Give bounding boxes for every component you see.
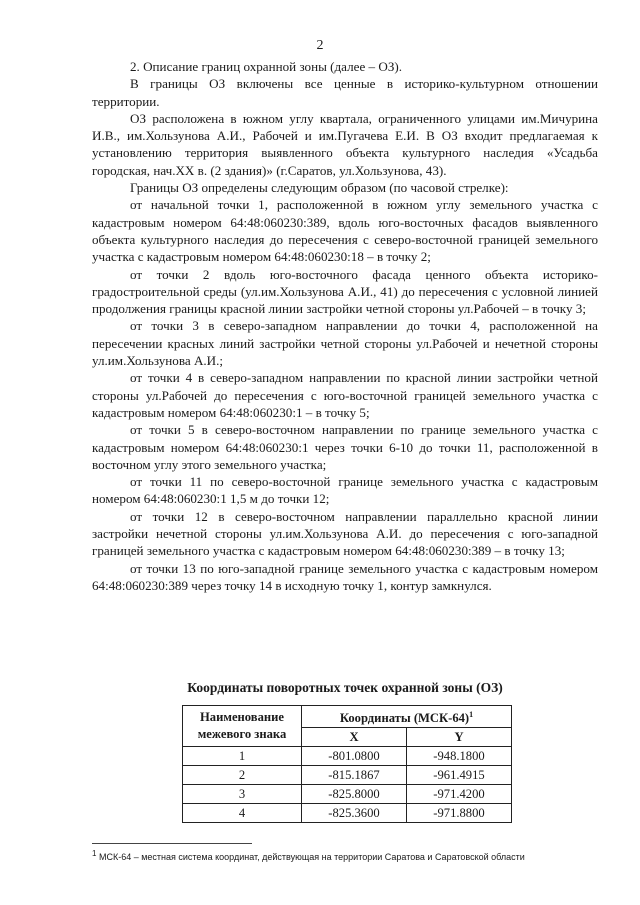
table-row [183, 785, 512, 804]
cell-x: -801.0800 [302, 747, 407, 766]
boundary-step: от точки 3 в северо-западном направлении до точки 4, расположенной на пересечении красных линий застройки четной стороны ул.Рабочей и нечетной стороны ул.им.Хользунова А.И.; [92, 318, 598, 369]
table-title: Координаты поворотных точек охранной зоны (ОЗ) [187, 680, 503, 695]
header-coordinates-label: Координаты (МСК-64) [339, 711, 470, 726]
header-y: Y [407, 728, 512, 747]
boundary-step: от точки 5 в северо-восточном направлении по границе земельного участка с кадастровым номером 64:48:060230:1 через точки 6-10 до точки 11, расположенной в восточном углу этого земельного участка; [92, 422, 598, 472]
cell-x: -825.3600 [302, 804, 407, 823]
document-body [92, 58, 598, 594]
cell-name: 1 [183, 747, 302, 766]
cell-x: -825.8000 [302, 785, 407, 804]
boundary-step: от точки 13 по юго-западной границе земельного участка с кадастровым номером 64:48:060230:389 через точку 14 в исходную точку 1, контур замкнулся. [92, 560, 598, 593]
cell-name: 2 [183, 766, 302, 785]
cell-y: -971.4200 [407, 785, 512, 804]
cell-name: 3 [183, 785, 302, 804]
coordinates-table [182, 705, 512, 823]
header-x: X [302, 728, 407, 747]
footnote-divider [92, 843, 252, 844]
boundary-step: от точки 4 в северо-западном направлении по красной линии застройки четной стороны ул.Рабочей до пересечения с юго-восточной границей земельного участка с кадастровым номером 64:48:060230:1 – в точку 5; [92, 370, 598, 420]
boundary-step: от начальной точки 1, расположенной в южном углу земельного участка с кадастровым номером 64:48:060230:389, вдоль юго-восточных фасадов выявленного объекта культурного наследия до пересечения с северо-восточной границей земельного участка с кадастровым номером 64:48:060230:18 – в точку 2; [92, 197, 598, 265]
cell-y: -971.8800 [407, 804, 512, 823]
section-heading: 2. Описание границ охранной зоны (далее – ОЗ). [130, 59, 403, 74]
footnote-mark: 1 [92, 849, 97, 858]
cell-y: -961.4915 [407, 766, 512, 785]
table-header-row [183, 706, 512, 728]
boundary-step: от точки 12 в северо-восточном направлении параллельно красной линии застройки нечетной стороны ул.им.Хользунова А.И. до пересечения с юго-западной границей земельного участка с кадастровым номером 64:48:060230:389 – в точку 13; [92, 508, 598, 559]
cell-x: -815.1867 [302, 766, 407, 785]
footnote-reference: 1 [469, 710, 474, 719]
footnote [92, 848, 632, 863]
table-row [183, 804, 512, 823]
header-coordinates [302, 706, 512, 728]
header-marker-name: Наименование межевого знака [183, 706, 302, 747]
paragraph: В границы ОЗ включены все ценные в историко-культурном отношении территории. [92, 76, 598, 109]
footnote-text: МСК-64 – местная система координат, действующая на территории Саратова и Саратовской области [96, 852, 525, 862]
cell-y: -948.1800 [407, 747, 512, 766]
boundary-step: от точки 2 вдоль юго-восточного фасада ценного объекта историко-градостроительной среды (ул.им.Хользунова А.И., 41) до пересечения с условной линией продолжения границы красной линии застройки четной стороны ул.Рабочей – в точку 3; [92, 266, 598, 317]
table-row [183, 747, 512, 766]
cell-name: 4 [183, 804, 302, 823]
table-row [183, 766, 512, 785]
paragraph: ОЗ расположена в южном углу квартала, ограниченного улицами им.Мичурина И.В., им.Хользунова А.И., Рабочей и им.Пугачева Е.И. В ОЗ входит предлагаемая к установлению территория выявленного объекта культурного наследия «Усадьба городская, нач.XX в. (2 здания)» (г.Саратов, ул.Хользунова, 43). [92, 110, 598, 178]
page-number: 2 [316, 38, 324, 53]
boundary-step: от точки 11 по северо-восточной границе земельного участка с кадастровым номером 64:48:060230:1 1,5 м до точки 12; [92, 474, 598, 507]
paragraph: Границы ОЗ определены следующим образом (по часовой стрелке): [130, 180, 509, 196]
